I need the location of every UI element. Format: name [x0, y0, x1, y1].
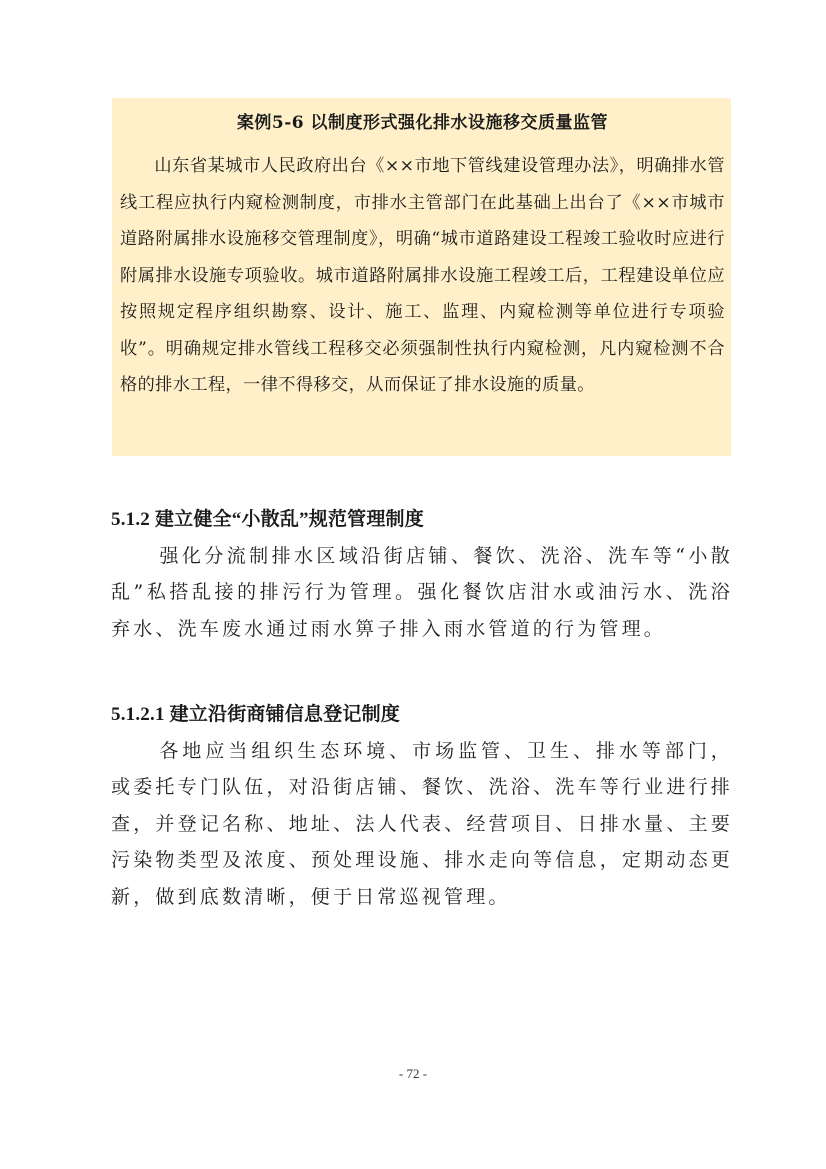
section-paragraph-5-1-2-1: 各地应当组织生态环境、市场监管、卫生、排水等部门，或委托专门队伍，对沿街店铺、餐饮、洗浴、洗车等行业进行排查，并登记名称、地址、法人代表、经营项目、日排水量、主要污染物类型及浓度、预处理设施、排水走向等信息，定期动态更新，做到底数清晰，便于日常巡视管理。: [111, 740, 733, 908]
section-heading-5-1-2: 5.1.2 建立健全“小散乱”规范管理制度: [111, 509, 424, 530]
section-heading-5-1-2-1: 5.1.2.1 建立沿街商铺信息登记制度: [111, 704, 401, 725]
section-paragraph-5-1-2: 强化分流制排水区域沿街店铺、餐饮、洗浴、洗车等“小散乱”私搭乱接的排污行为管理。强化餐饮店泔水或油污水、洗浴弃水、洗车废水通过雨水箅子排入雨水管道的行为管理。: [111, 545, 733, 640]
page-number: - 72 -: [398, 1066, 428, 1081]
case-study-box: [112, 98, 731, 456]
case-study-body: 山东省某城市人民政府出台《××市地下管线建设管理办法》，明确排水管线工程应执行内窥检测制度，市排水主管部门在此基础上出台了《××市城市道路附属排水设施移交管理制度》，明确“城市道路建设工程竣工验收时应进行附属排水设施专项验收。城市道路附属排水设施工程竣工后，工程建设单位应按照规定程序组织勘察、设计、施工、监理、内窥检测等单位进行专项验收”。明确规定排水管线工程移交必须强制性执行内窥检测，凡内窥检测不合格的排水工程，一律不得移交，从而保证了排水设施的质量。: [120, 156, 725, 395]
case-study-title: 案例5-6 以制度形式强化排水设施移交质量监管: [236, 113, 609, 133]
